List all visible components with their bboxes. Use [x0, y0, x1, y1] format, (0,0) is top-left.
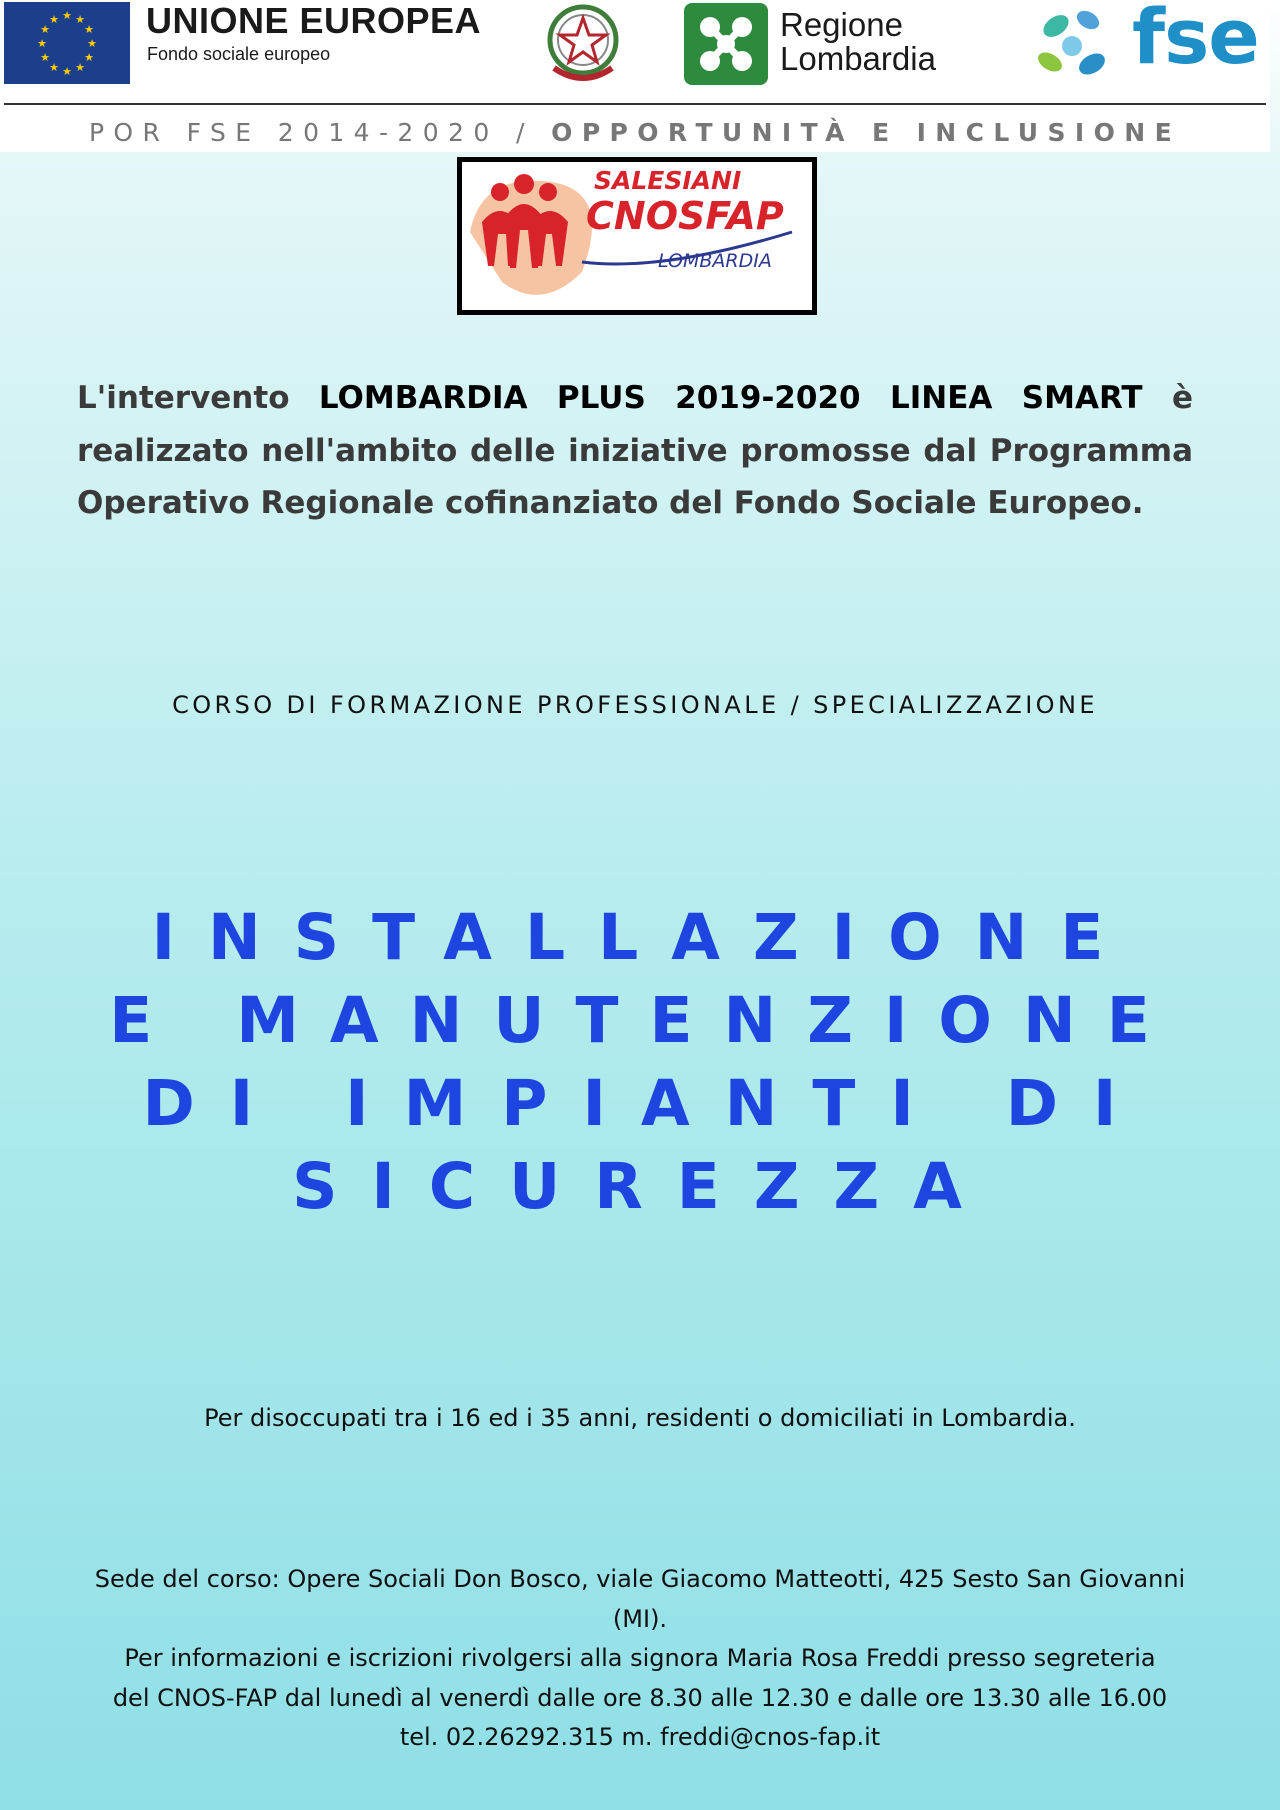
svg-text:★: ★ — [62, 9, 72, 22]
intro-text: è realizzato nell'ambito delle iniziative promosse dal Programma Operativo Regionale cofinanziato del Fondo Sociale Europeo. — [77, 380, 1194, 521]
region-line-1: Regione — [780, 6, 903, 43]
course-title-line-4: SICUREZZA — [292, 1150, 996, 1223]
intro-paragraph — [77, 372, 1193, 530]
svg-text:★: ★ — [87, 37, 97, 50]
course-title-line-1: INSTALLAZIONE — [151, 901, 1137, 974]
course-info — [20, 1560, 1260, 1758]
cnos-fap-label: CNOSFAP — [586, 194, 784, 238]
regione-lombardia-logo-icon — [684, 3, 768, 85]
course-title — [0, 896, 1280, 1228]
svg-text:★: ★ — [49, 61, 59, 74]
region-line-2: Lombardia — [780, 40, 936, 77]
program-line — [0, 118, 1270, 147]
intro-prefix: L'intervento — [77, 380, 290, 416]
intro-project-name: LOMBARDIA PLUS 2019-2020 LINEA SMART — [318, 380, 1143, 416]
cnos-fap-logo — [457, 157, 817, 315]
target-audience: Per disoccupati tra i 16 ed i 35 anni, residenti o domiciliati in Lombardia. — [204, 1404, 1076, 1432]
contact-line-2: del CNOS-FAP dal lunedì al venerdì dalle ore 8.30 alle 12.30 e dalle ore 13.30 alle 16.00 — [112, 1683, 1168, 1712]
svg-text:★: ★ — [75, 61, 85, 74]
program-prefix: POR FSE 2014-2020 / — [88, 118, 534, 147]
program-suffix: OPPORTUNITÀ E INCLUSIONE — [551, 118, 1182, 147]
cnos-salesiani-label: SALESIANI — [594, 166, 742, 195]
svg-text:★: ★ — [40, 51, 50, 64]
svg-text:★: ★ — [40, 23, 50, 36]
cnos-region-label: LOMBARDIA — [658, 250, 772, 272]
fse-symbol-icon — [1028, 0, 1118, 86]
svg-text:★: ★ — [84, 23, 94, 36]
italian-republic-emblem-icon — [544, 2, 622, 84]
contact-line-3: tel. 02.26292.315 m. freddi@cnos-fap.it — [399, 1723, 881, 1751]
course-title-line-2: E MANUTENZIONE — [109, 984, 1181, 1057]
svg-text:★: ★ — [84, 51, 94, 64]
svg-text:★: ★ — [49, 13, 59, 26]
course-title-line-3: DI IMPIANTI DI — [142, 1067, 1152, 1140]
svg-text:★: ★ — [37, 37, 47, 50]
header-divider — [4, 103, 1266, 105]
venue-line-1: Sede del corso: Opere Sociali Don Bosco, viale Giacomo Matteotti, 425 Sesto San Giovanni — [94, 1565, 1186, 1593]
regione-lombardia-name — [780, 8, 936, 76]
contact-line-1: Per informazioni e iscrizioni rivolgersi alla signora Maria Rosa Freddi presso segreteria — [124, 1644, 1156, 1672]
eu-title: UNIONE EUROPEA — [146, 0, 482, 41]
eu-flag-icon — [4, 2, 130, 84]
course-type: CORSO DI FORMAZIONE PROFESSIONALE / SPECIALIZZAZIONE — [172, 691, 1098, 719]
svg-text:★: ★ — [75, 13, 85, 26]
fse-wordmark: fse — [1132, 0, 1259, 81]
eu-subtitle: Fondo sociale europeo — [147, 44, 331, 64]
logo-header — [0, 0, 1270, 152]
svg-text:★: ★ — [62, 65, 72, 78]
venue-line-2: (MI). — [612, 1604, 668, 1633]
